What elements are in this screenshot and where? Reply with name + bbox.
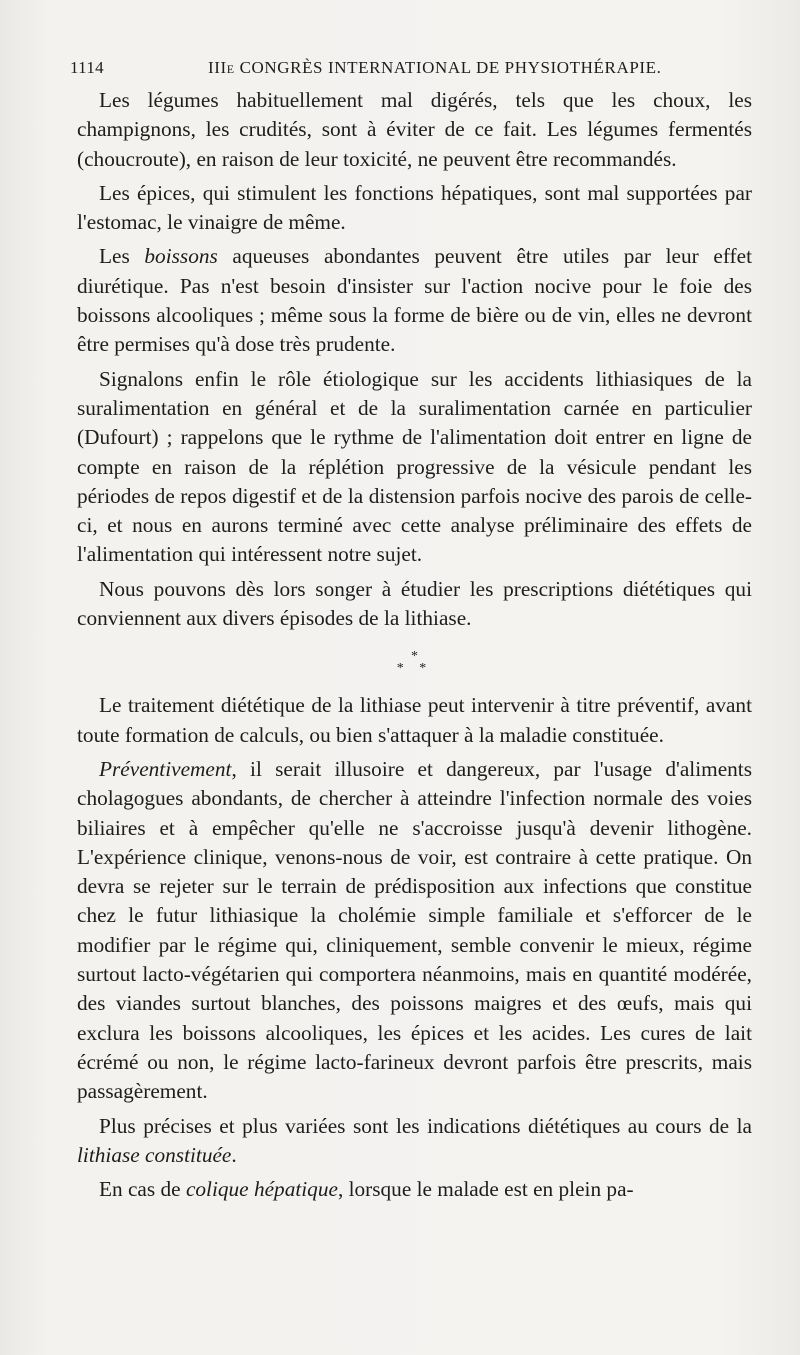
asterism-top: * <box>411 649 418 665</box>
body-text <box>77 86 752 1204</box>
running-title: IIIe CONGRÈS INTERNATIONAL DE PHYSIOTHÉRAPIE. <box>208 58 662 77</box>
italic-run: boissons <box>144 244 218 269</box>
paragraph <box>77 179 752 238</box>
running-header <box>70 58 750 84</box>
text-run: Signalons enfin le rôle étiologique sur les accidents lithiasiques de la suralimentation en général et de la suralimentation carnée en particulier (Dufourt) ; rappelons que le rythme de l'alimentation doit entrer en ligne de compte en raison de la réplétion progressive de la vésicule pendant les périodes de repos digestif et de la distension parfois nocive des parois de celle-ci, et nous en aurons terminé avec cette analyse préliminaire des effets de l'alimentation qui intéressent notre sujet. <box>77 366 752 567</box>
asterism-bottom: * * <box>396 661 433 677</box>
text-run: Les épices, qui stimulent les fonctions hépatiques, sont mal supportées par l'estomac, le vinaigre de même. <box>77 180 752 235</box>
paragraph <box>77 755 752 1107</box>
paragraph <box>77 242 752 359</box>
paragraph <box>77 86 752 174</box>
paragraph <box>77 365 752 570</box>
page-number: 1114 <box>70 58 104 77</box>
text-run: aqueuses abondantes peuvent être utiles par leur effet diurétique. Pas n'est besoin d'insister sur l'action nocive pour le foie des boissons alcooliques ; même sous la forme de bière ou de vin, elles ne devront être permises qu'à dose très prudente. <box>77 244 753 357</box>
text-run: . <box>231 1142 237 1167</box>
paragraph <box>77 1112 752 1171</box>
italic-run: colique hépatique <box>185 1177 338 1202</box>
paragraph <box>77 1175 752 1204</box>
text-run: Les <box>99 244 145 269</box>
text-run: , il serait illusoire et dangereux, par l'usage d'aliments cholagogues abondants, de chercher à atteindre l'infection normale des voies biliaires et à empêcher qu'elle ne s'accroisse jusqu'à devenir lithogène. L'expérience clinique, venons-nous de voir, est contraire à cette pratique. On devra se rejeter sur le terrain de prédisposition aux infections que constitue chez le futur lithiasique la cholémie simple familiale et s'efforcer de le modifier par le régime qui, cliniquement, semble convenir le mieux, régime surtout lacto-végétarien qui comportera néanmoins, mais en quantité modérée, des viandes surtout blanches, des poissons maigres et des œufs, mais qui exclura les boissons alcooliques, les épices et les acides. Les cures de lait écrémé ou non, le régime lacto-farineux devront parfois être prescrits, mais passagèrement. <box>77 756 752 1104</box>
text-run: En cas de <box>99 1177 186 1202</box>
text-run: Nous pouvons dès lors songer à étudier les prescriptions diététiques qui conviennent aux divers épisodes de la lithiase. <box>77 576 752 631</box>
italic-run: Préventivement <box>99 756 232 781</box>
paragraph <box>77 691 752 750</box>
paragraph <box>77 575 752 634</box>
text-run: Le traitement diététique de la lithiase peut intervenir à titre préventif, avant toute formation de calculs, ou bien s'attaquer à la maladie constituée. <box>77 693 752 747</box>
text-run: , lorsque le malade est en plein pa- <box>337 1177 634 1202</box>
text-run: Plus précises et plus variées sont les indications diététiques au cours de la <box>99 1113 752 1138</box>
text-run: Les légumes habituellement mal digérés, tels que les choux, les champignons, les crudités, sont à éviter de ce fait. Les légumes fermentés (choucroute), en raison de leur toxicité, ne peuvent être recommandés. <box>77 88 752 171</box>
section-separator <box>77 651 752 681</box>
italic-run: lithiase constituée <box>77 1142 232 1167</box>
